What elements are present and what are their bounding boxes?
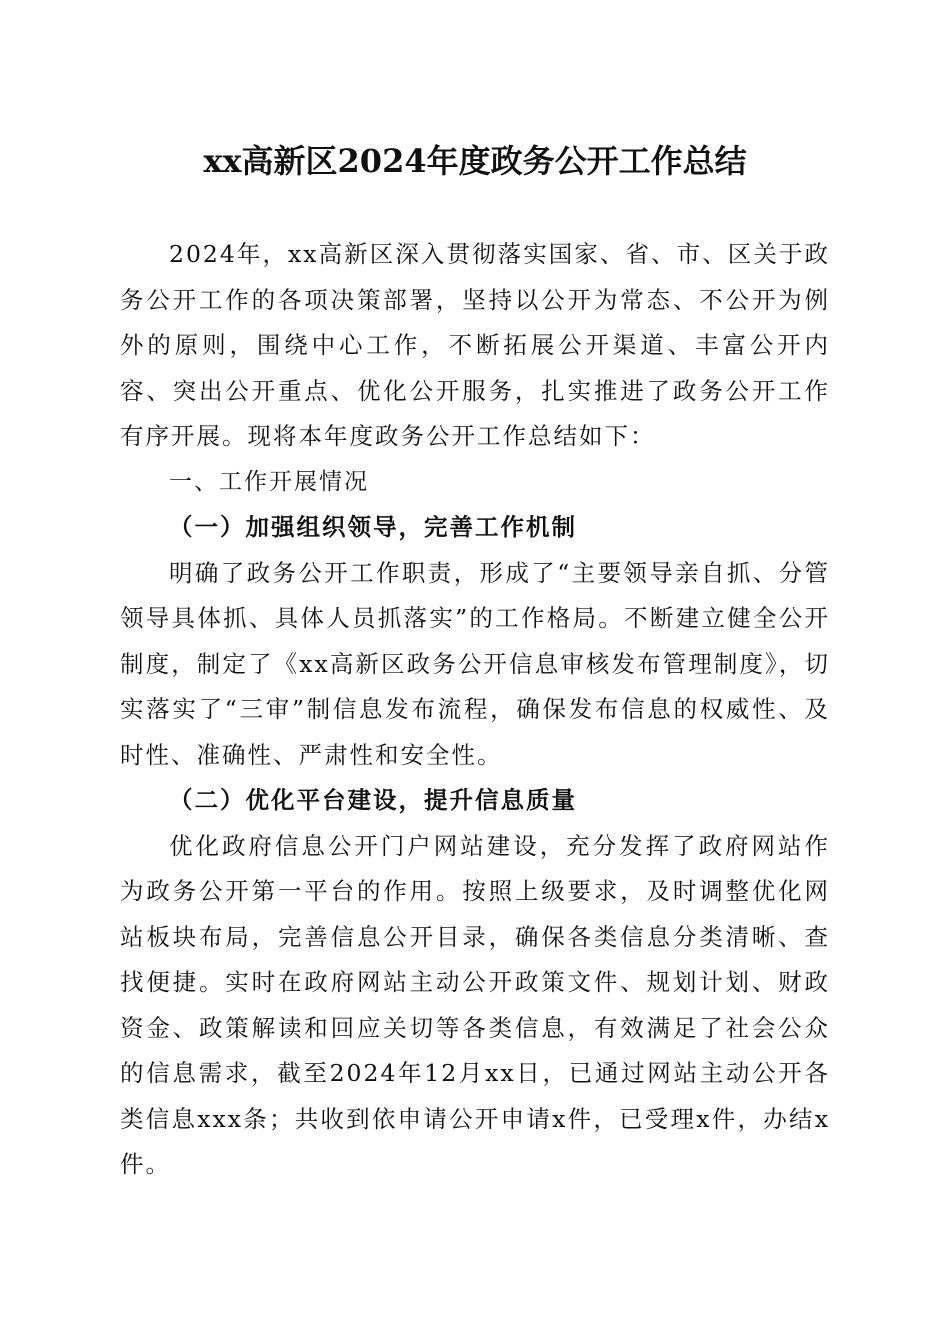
platform-paragraph: 优化政府信息公开门户网站建设，充分发挥了政府网站作为政务公开第一平台的作用。按照上级要求，及时调整优化网站板块布局，完善信息公开目录，确保各类信息分类清晰、查找便捷。实时在政府网站主动公开政策文件、规划计划、财政资金、政策解读和回应关切等各类信息，有效满足了社会公众的信息需求，截至2024年12月xx日，已通过网站主动公开各类信息xxx条；共收到依申请公开申请x件，已受理x件，办结x件。 bbox=[120, 831, 830, 1178]
subsection-heading-platform: （二）优化平台建设，提升信息质量 bbox=[169, 786, 577, 814]
organization-paragraph: 明确了政务公开工作职责，形成了“主要领导亲自抓、分管领导具体抓、具体人员抓落实”的工作格局。不断建立健全公开制度，制定了《xx高新区政务公开信息审核发布管理制度》，切实落实了“三审”制信息发布流程，确保发布信息的权威性、及时性、准确性、严肃性和安全性。 bbox=[120, 558, 830, 769]
intro-paragraph: 2024年，xx高新区深入贯彻落实国家、省、市、区关于政务公开工作的各项决策部署，坚持以公开为常态、不公开为例外的原则，围绕中心工作，不断拓展公开渠道、丰富公开内容、突出公开重点、优化公开服务，扎实推进了政务公开工作有序开展。现将本年度政务公开工作总结如下： bbox=[120, 240, 830, 450]
section-heading-work-status: 一、工作开展情况 bbox=[169, 468, 369, 495]
document-title: xx高新区2024年度政务公开工作总结 bbox=[203, 142, 747, 180]
subsection-heading-organization: （一）加强组织领导，完善工作机制 bbox=[169, 513, 577, 541]
document-body bbox=[120, 232, 830, 1188]
